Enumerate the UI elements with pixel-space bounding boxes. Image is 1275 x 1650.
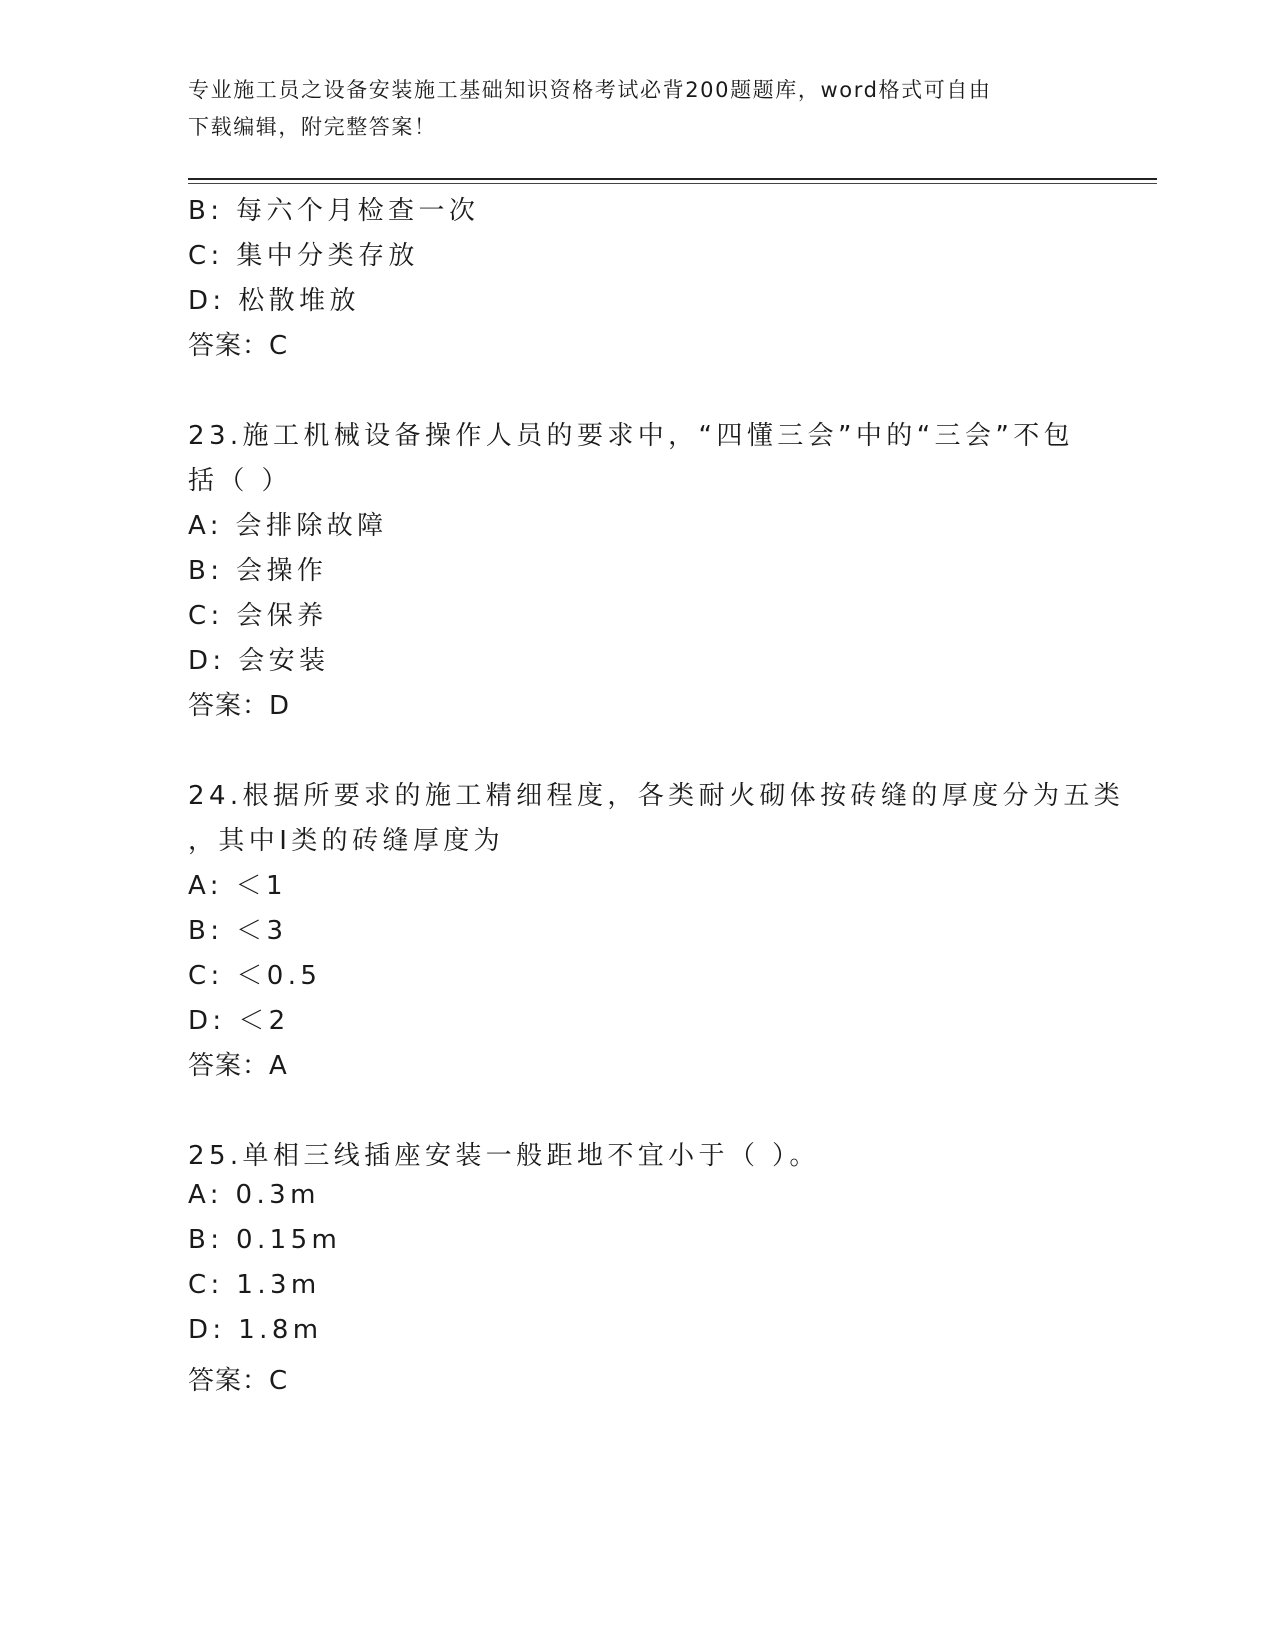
- header-line-2: 下载编辑，附完整答案！: [188, 115, 437, 139]
- carryover-answer: 答案：C: [188, 331, 289, 361]
- q25-answer: 答案：C: [188, 1366, 289, 1396]
- q25-stem-line-1: 25.单相三线插座安装一般距地不宜小于（ ）。: [188, 1141, 820, 1171]
- q23-stem-line-1: 23.施工机械设备操作人员的要求中，“四懂三会”中的“三会”不包: [188, 421, 1075, 451]
- document-header: [188, 72, 1078, 146]
- q25-option-a: A: 0.3m: [188, 1180, 320, 1210]
- carryover-option-c: C: 集中分类存放: [188, 241, 419, 271]
- header-rule-thin: [188, 183, 1157, 184]
- q24-option-a: A: ＜1: [188, 871, 287, 901]
- q24-option-c: C: ＜0.5: [188, 961, 322, 991]
- q24-option-b: B: ＜3: [188, 916, 288, 946]
- header-line-1: 专业施工员之设备安装施工基础知识资格考试必背200题题库，word格式可自由: [188, 78, 992, 102]
- q25-option-c: C: 1.3m: [188, 1270, 321, 1300]
- q24-option-d: D: ＜2: [188, 1006, 290, 1036]
- q23-option-a: A: 会排除故障: [188, 511, 388, 541]
- q23-option-d: D: 会安装: [188, 646, 330, 676]
- carryover-option-d: D: 松散堆放: [188, 286, 360, 316]
- q24-stem-line-2: ，其中Ⅰ类的砖缝厚度为: [188, 826, 505, 856]
- q25-option-b: B: 0.15m: [188, 1225, 342, 1255]
- header-rule-thick: [188, 178, 1157, 180]
- q24-stem-line-1: 24.根据所要求的施工精细程度，各类耐火砌体按砖缝的厚度分为五类: [188, 781, 1125, 811]
- carryover-option-b: B: 每六个月检查一次: [188, 196, 480, 226]
- q23-option-b: B: 会操作: [188, 556, 328, 586]
- q23-option-c: C: 会保养: [188, 601, 328, 631]
- q24-answer: 答案：A: [188, 1051, 288, 1081]
- q25-option-d: D: 1.8m: [188, 1315, 323, 1345]
- q23-answer: 答案：D: [188, 691, 291, 721]
- q23-stem-line-2: 括（ ）: [188, 466, 292, 496]
